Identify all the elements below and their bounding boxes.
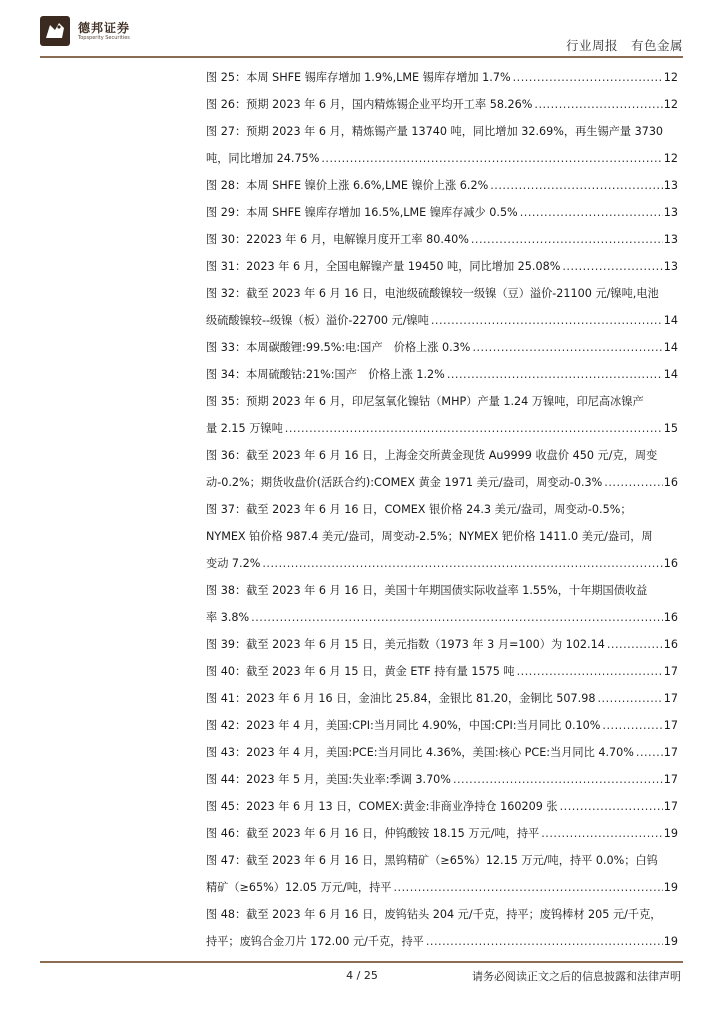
dot-leader (600, 712, 662, 739)
figure-entry[interactable] (206, 793, 678, 820)
dot-leader (518, 199, 663, 226)
figure-entry-page-number: 13 (663, 260, 678, 273)
figure-entry-page-number: 16 (663, 638, 678, 651)
figure-entry[interactable] (206, 280, 678, 334)
dot-leader (634, 739, 663, 766)
figure-entry-page-number: 17 (663, 746, 678, 759)
dot-leader (488, 172, 663, 199)
dot-leader (515, 658, 663, 685)
figure-entry-text: 图 31：2023 年 6 月，全国电解镍产量 19450 吨，同比增加 25.08% (206, 260, 561, 273)
figure-entry[interactable] (206, 172, 678, 199)
figure-entry-text: 图 39：截至 2023 年 6 月 15 日，美元指数（1973 年 3 月=100）为 102.14 (206, 638, 605, 651)
dot-leader (558, 793, 663, 820)
figure-entry-text: 图 33：本周碳酸锂:99.5%:电:国产 价格上涨 0.3% (206, 341, 471, 354)
figure-entry[interactable] (206, 712, 678, 739)
figure-entry-text: 级硫酸镍较--级镍（板）溢价-22700 元/镍吨 (206, 314, 429, 327)
figure-entry-text: 率 3.8% (206, 611, 250, 624)
figure-entry-text: 吨，同比增加 24.75% (206, 152, 320, 165)
figure-entry-page-number: 19 (663, 935, 678, 948)
figure-entry-text: 量 2.15 万镍吨 (206, 422, 283, 435)
figure-entry[interactable] (206, 442, 678, 496)
figure-entry-text: 图 37：截至 2023 年 6 月 16 日，COMEX 银价格 24.3 美元/盎司，周变动-0.5%； (206, 503, 632, 516)
figure-entry[interactable] (206, 577, 678, 631)
figure-entry-page-number: 17 (663, 692, 678, 705)
figure-entry-page-number: 16 (663, 557, 678, 570)
figure-entry[interactable] (206, 739, 678, 766)
figure-entry[interactable] (206, 226, 678, 253)
figure-entry[interactable] (206, 118, 678, 172)
figure-entry-page-number: 19 (663, 827, 678, 840)
figure-entry[interactable] (206, 901, 678, 955)
figure-entry[interactable] (206, 685, 678, 712)
figure-entry-page-number: 12 (663, 152, 678, 165)
dot-leader (602, 469, 662, 496)
figure-entry-page-number: 19 (663, 881, 678, 894)
company-logo-icon (40, 16, 70, 46)
figure-entry[interactable] (206, 388, 678, 442)
figure-entry-text: 图 47：截至 2023 年 6 月 16 日，黑钨精矿（≥65%）12.15 万元/吨，持平 0.0%；白钨 (206, 854, 658, 867)
footer-divider (40, 961, 683, 963)
figure-entry[interactable] (206, 766, 678, 793)
figure-entry[interactable] (206, 361, 678, 388)
figure-entry[interactable] (206, 64, 678, 91)
figure-entry-page-number: 14 (663, 341, 678, 354)
company-logo (40, 16, 160, 46)
figure-entry-page-number: 13 (663, 206, 678, 219)
figure-entry-page-number: 17 (663, 719, 678, 732)
figure-entry-text: 图 44：2023 年 5 月，美国:失业率:季调 3.70% (206, 773, 451, 786)
figure-entry-text: 变动 7.2% (206, 557, 261, 570)
figure-entry[interactable] (206, 496, 678, 577)
figure-entry-page-number: 14 (663, 368, 678, 381)
figure-list (206, 64, 678, 955)
figure-entry-text: 图 30：22023 年 6 月，电解镍月度开工率 80.40% (206, 233, 469, 246)
figure-entry-page-number: 16 (663, 476, 678, 489)
dot-leader (532, 91, 662, 118)
figure-entry[interactable] (206, 820, 678, 847)
figure-entry-page-number: 17 (663, 800, 678, 813)
figure-entry-text: 图 26：预期 2023 年 6 月，国内精炼锡企业平均开工率 58.26% (206, 98, 533, 111)
company-name-english: Topsperity Securities (78, 35, 130, 41)
report-category: 行业周报 有色金属 (565, 38, 683, 53)
dot-leader (539, 820, 663, 847)
figure-entry-text: 动-0.2%；期货收盘价(活跃合约):COMEX 黄金 1971 美元/盎司，周变动-0.3% (206, 476, 603, 489)
page-header (0, 0, 724, 58)
figure-entry-text: 图 45：2023 年 6 月 13 日，COMEX:黄金:非商业净持仓 160209 张 (206, 800, 558, 813)
dot-leader (595, 685, 662, 712)
figure-entry-text: 图 36：截至 2023 年 6 月 16 日，上海金交所黄金现货 Au9999 收盘价 450 元/克，周变 (206, 449, 658, 462)
figure-entry-page-number: 13 (663, 179, 678, 192)
figure-entry-page-number: 12 (663, 71, 678, 84)
figure-entry-text: 图 38：截至 2023 年 6 月 16 日，美国十年期国债实际收益率 1.55%，十年期国债收益 (206, 584, 648, 597)
figure-entry[interactable] (206, 631, 678, 658)
figure-entry[interactable] (206, 253, 678, 280)
header-divider (40, 56, 683, 58)
dot-leader (260, 550, 662, 577)
figure-entry-page-number: 17 (663, 665, 678, 678)
dot-leader (424, 928, 663, 955)
dot-leader (283, 415, 663, 442)
figure-entry-text: 图 40：截至 2023 年 6 月 15 日，黄金 ETF 持有量 1575 吨 (206, 665, 515, 678)
figure-entry-text: 图 48：截至 2023 年 6 月 16 日，废钨钻头 204 元/千克，持平；废钨棒材 205 元/千克， (206, 908, 662, 921)
figure-entry-text: 图 28：本周 SHFE 镍价上涨 6.6%,LME 镍价上涨 6.2% (206, 179, 489, 192)
figure-entry-page-number: 16 (663, 611, 678, 624)
dot-leader (391, 874, 662, 901)
figure-entry-text: 图 42：2023 年 4 月，美国:CPI:当月同比 4.90%，中国:CPI:当月同比 0.10% (206, 719, 601, 732)
dot-leader (469, 226, 663, 253)
legal-disclaimer: 请务必阅读正文之后的信息披露和法律声明 (472, 970, 681, 983)
figure-entry-text: 图 27：预期 2023 年 6 月，精炼锡产量 13740 吨，同比增加 32.69%，再生锡产量 3730 (206, 125, 664, 138)
figure-entry-page-number: 15 (663, 422, 678, 435)
figure-entry-text: 持平；废钨合金刀片 172.00 元/千克，持平 (206, 935, 424, 948)
figure-entry-text: 精矿（≥65%）12.05 万元/吨，持平 (206, 881, 392, 894)
figure-entry[interactable] (206, 199, 678, 226)
dot-leader (470, 334, 662, 361)
dot-leader (429, 307, 663, 334)
figure-entry-text: 图 34：本周硫酸钴:21%:国产 价格上涨 1.2% (206, 368, 445, 381)
figure-entry-text: 图 25：本周 SHFE 锡库存增加 1.9%,LME 锡库存增加 1.7% (206, 71, 511, 84)
company-name: 德邦证券 (78, 21, 131, 35)
figure-entry-page-number: 13 (663, 233, 678, 246)
figure-entry-page-number: 12 (663, 98, 678, 111)
dot-leader (605, 631, 663, 658)
figure-entry[interactable] (206, 334, 678, 361)
page-number: 4 / 25 (346, 969, 378, 982)
figure-entry-page-number: 14 (663, 314, 678, 327)
figure-entry-text: 图 46：截至 2023 年 6 月 16 日，仲钨酸铵 18.15 万元/吨，持平 (206, 827, 540, 840)
dot-leader (511, 64, 663, 91)
dot-leader (560, 253, 662, 280)
figure-entry-text: NYMEX 铂价格 987.4 美元/盎司，周变动-2.5%；NYMEX 钯价格 1411.0 美元/盎司，周 (206, 530, 653, 543)
figure-entry[interactable] (206, 847, 678, 901)
dot-leader (451, 766, 663, 793)
figure-entry-text: 图 41：2023 年 6 月 16 日，金油比 25.84，金银比 81.20，金铜比 507.98 (206, 692, 596, 705)
figure-entry-text: 图 43：2023 年 4 月，美国:PCE:当月同比 4.36%，美国:核心 PCE:当月同比 4.70% (206, 746, 634, 759)
figure-entry[interactable] (206, 658, 678, 685)
dot-leader (445, 361, 663, 388)
dot-leader (319, 145, 662, 172)
figure-entry-text: 图 32：截至 2023 年 6 月 16 日，电池级硫酸镍较一级镍（豆）溢价-21100 元/镍吨,电池 (206, 287, 659, 300)
figure-entry[interactable] (206, 91, 678, 118)
dot-leader (249, 604, 663, 631)
figure-entry-page-number: 17 (663, 773, 678, 786)
figure-entry-text: 图 35：预期 2023 年 6 月，印尼氢氧化镍钴（MHP）产量 1.24 万镍吨，印尼高冰镍产 (206, 395, 644, 408)
figure-entry-text: 图 29：本周 SHFE 镍库存增加 16.5%,LME 镍库存减少 0.5% (206, 206, 518, 219)
